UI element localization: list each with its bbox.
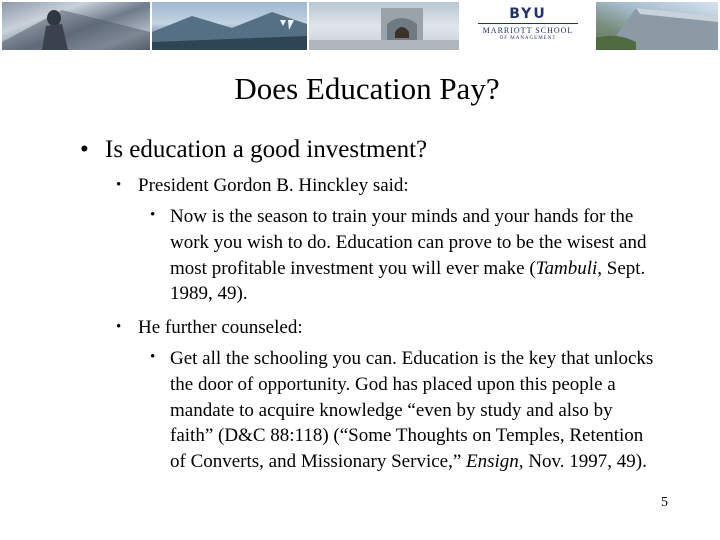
quote-text	[170, 204, 660, 307]
page-number: 5	[661, 495, 668, 510]
quote-hinckley-1989	[150, 204, 660, 307]
quote-text	[170, 346, 660, 475]
quote-source-italic: Tambuli,	[535, 257, 603, 279]
header-banner	[0, 0, 720, 52]
quote-source-italic: Ensign,	[466, 451, 524, 473]
bullet-symbol: •	[80, 136, 89, 163]
quote-citation: Nov. 1997, 49).	[523, 451, 647, 473]
logo-management: OF MANAGEMENT	[499, 36, 557, 41]
quote-plain: Get all the schooling you can. Education is the key that unlocks the door of opportunity. God has placed upon this people a mandate to acquire knowledge “even by study and also by faith” (D&C 88:118) (“Some Thoughts on Temples, Retention of Converts, and Missionary Service,”	[170, 348, 654, 473]
bell-tower-photo	[309, 2, 459, 50]
quote-citation: Sept. 1989, 49).	[170, 257, 646, 305]
sub-bullet-text: President Gordon B. Hinckley said:	[138, 175, 409, 196]
quote-hinckley-1997	[150, 346, 660, 475]
byu-marriott-logo	[462, 2, 594, 50]
quote-plain: Now is the season to train your minds and your hands for the work you wish to do. Education can prove to be the wisest and most profitable investment you will ever make (	[170, 206, 647, 279]
bullet-symbol: •	[150, 207, 156, 223]
bullet-text: Is education a good investment?	[105, 136, 428, 163]
bullet-symbol: •	[116, 177, 122, 193]
statue-photo	[2, 2, 150, 50]
building-photo	[596, 2, 718, 50]
logo-rule	[478, 23, 578, 24]
bullet-symbol: •	[116, 319, 122, 335]
y-mountain-photo	[152, 2, 307, 50]
slide-title: Does Education Pay?	[234, 71, 500, 106]
bullet-symbol: •	[150, 349, 156, 365]
sub-bullet-text: He further counseled:	[138, 317, 303, 338]
logo-byu: BYU	[509, 6, 547, 22]
logo-school: MARRIOTT SCHOOL	[482, 26, 574, 35]
